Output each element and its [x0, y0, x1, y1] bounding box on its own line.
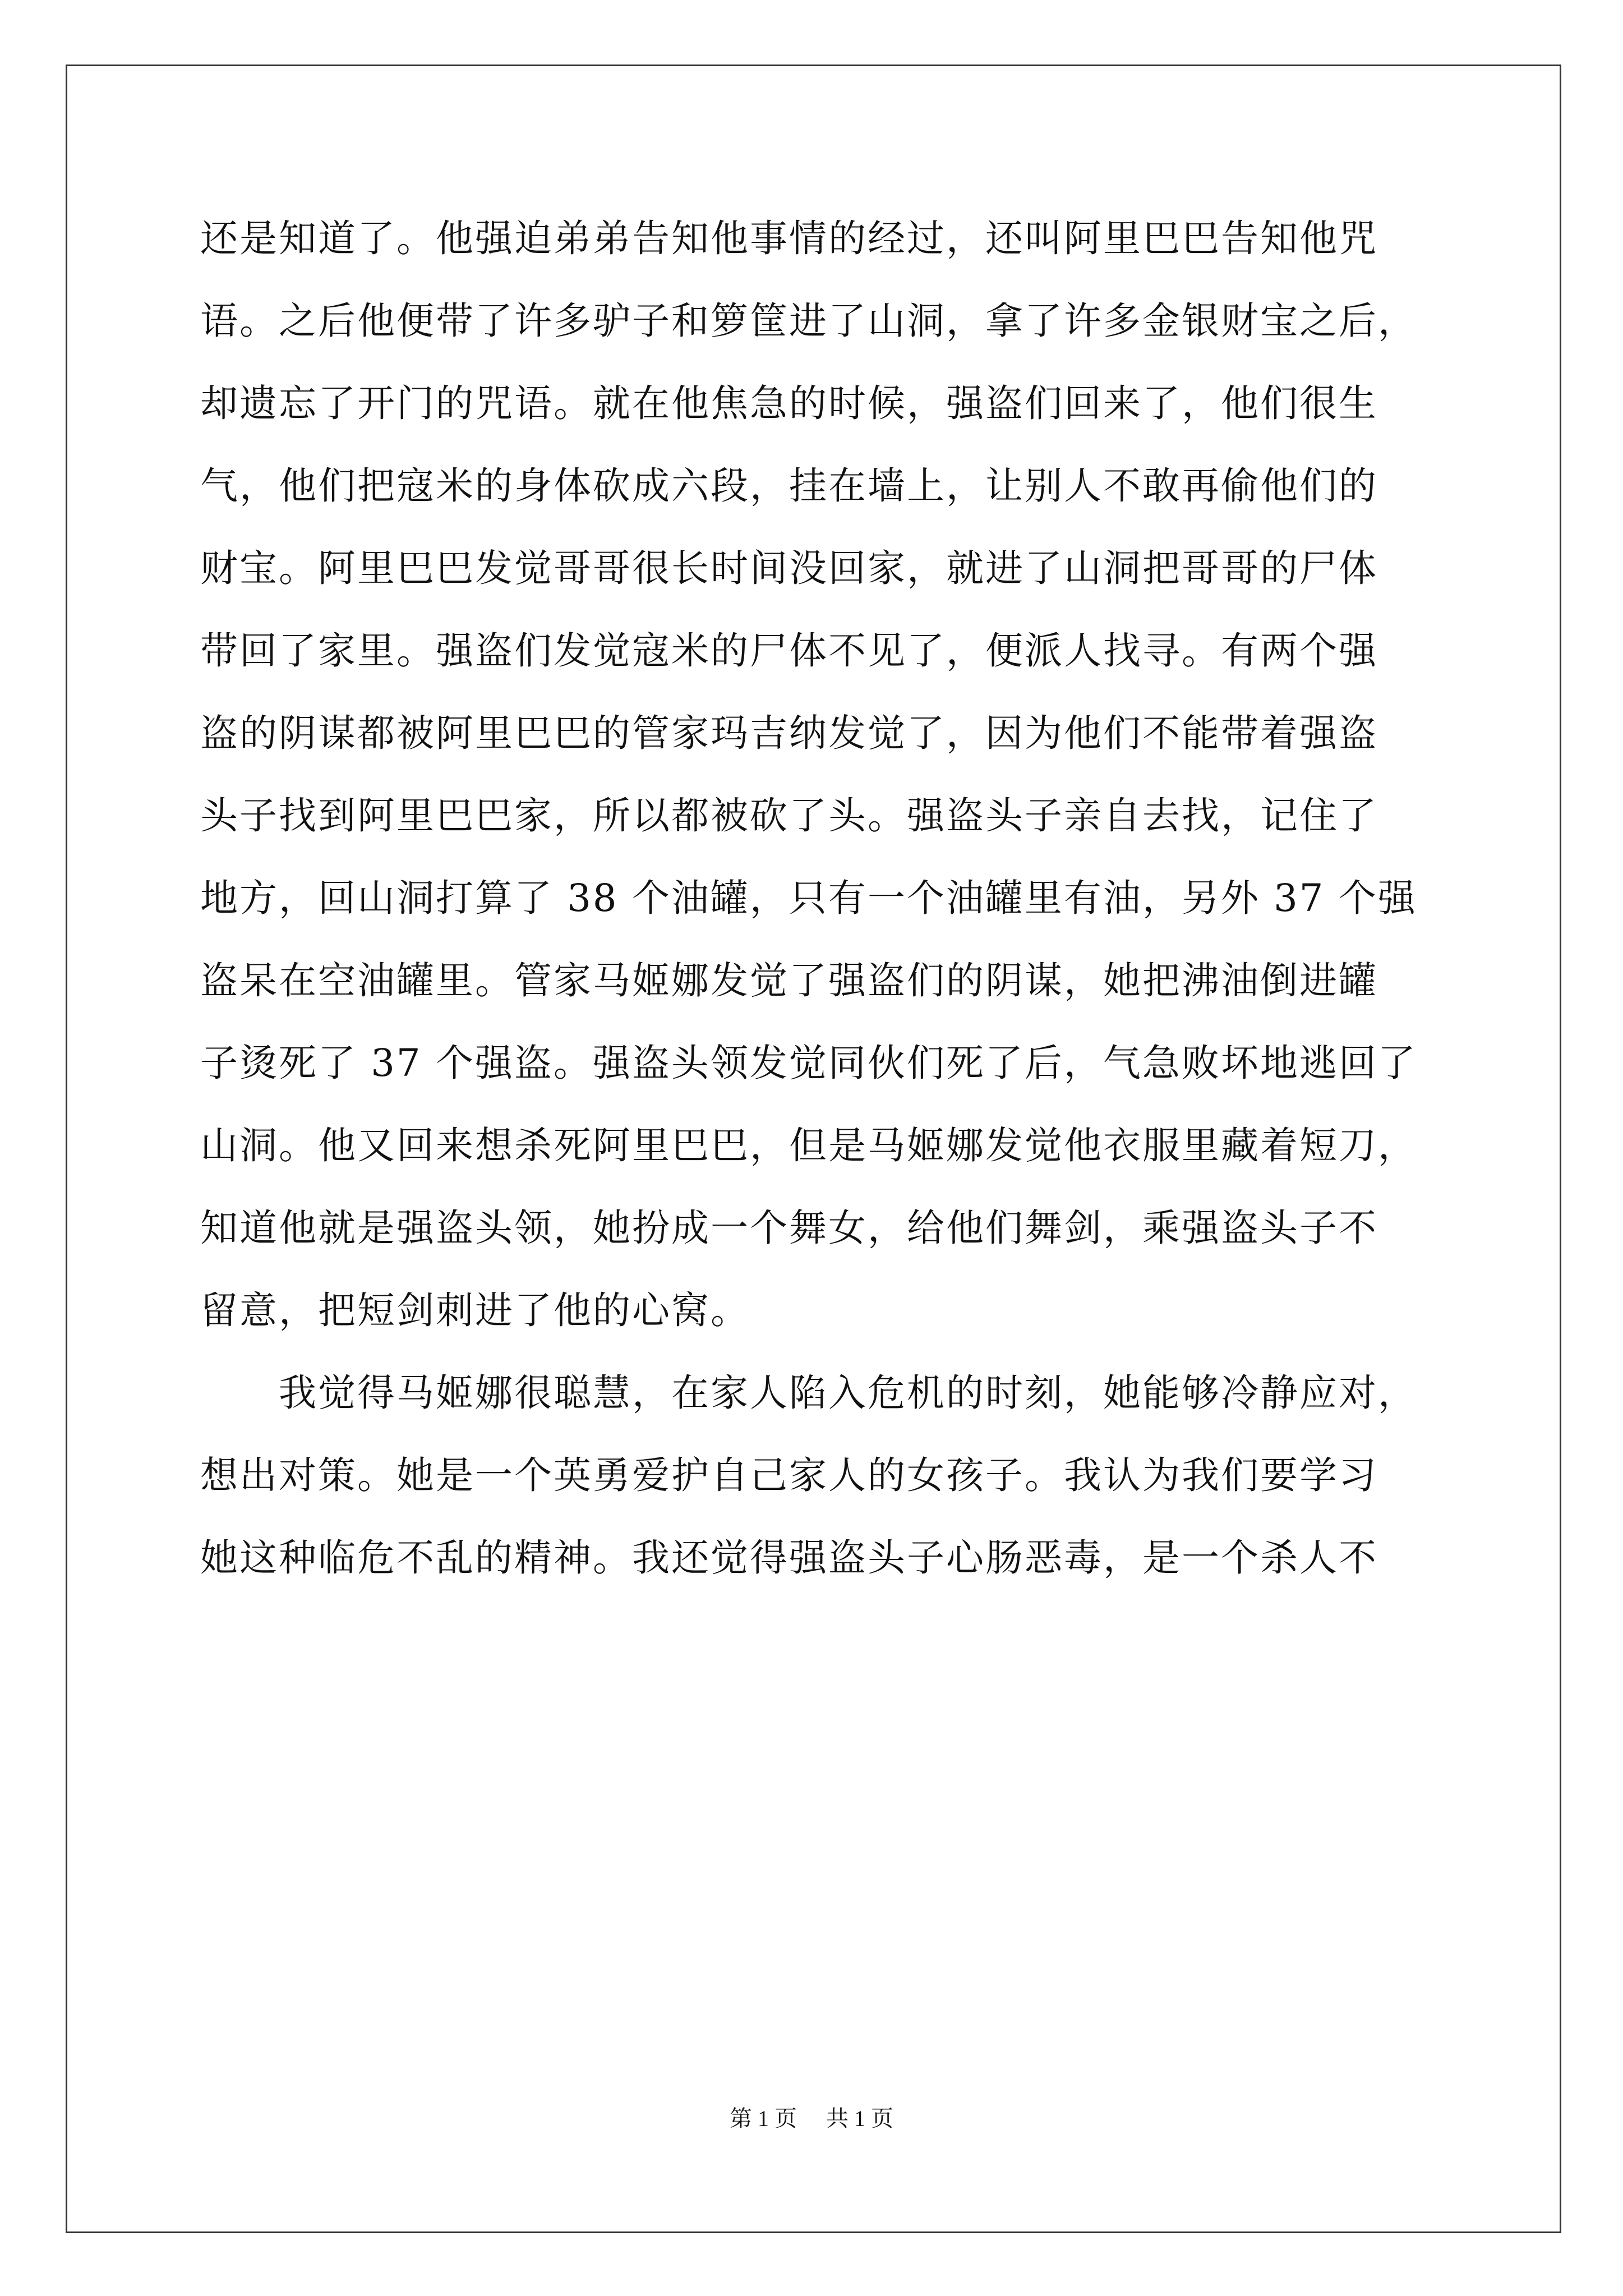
text-line: 知道他就是强盗头领，她扮成一个舞女，给他们舞剑，乘强盗头子不	[200, 1206, 1378, 1250]
text-line: 想出对策。她是一个英勇爱护自己家人的女孩子。我认为我们要学习	[200, 1453, 1378, 1497]
page-number: 第 1 页	[730, 2106, 797, 2131]
text-line: 带回了家里。强盗们发觉寇米的尸体不见了，便派人找寻。有两个强	[200, 629, 1378, 673]
page-footer	[0, 2101, 1623, 2133]
text-line: 还是知道了。他强迫弟弟告知他事情的经过，还叫阿里巴巴告知他咒	[200, 217, 1378, 260]
page-total: 共 1 页	[826, 2106, 893, 2131]
text-line: 语。之后他便带了许多驴子和箩筐进了山洞，拿了许多金银财宝之后，	[200, 299, 1417, 343]
text-line: 头子找到阿里巴巴家，所以都被砍了头。强盗头子亲自去找，记住了	[200, 794, 1378, 838]
text-line: 财宝。阿里巴巴发觉哥哥很长时间没回家，就进了山洞把哥哥的尸体	[200, 546, 1378, 590]
text-line: 盗呆在空油罐里。管家马姬娜发觉了强盗们的阴谋，她把沸油倒进罐	[200, 959, 1378, 1002]
paragraph-first-line: 我觉得马姬娜很聪慧，在家人陷入危机的时刻，她能够冷静应对，	[279, 1371, 1417, 1415]
text-line: 子烫死了 37 个强盗。强盗头领发觉同伙们死了后，气急败坏地逃回了	[200, 1041, 1417, 1085]
text-line: 山洞。他又回来想杀死阿里巴巴，但是马姬娜发觉他衣服里藏着短刀，	[200, 1124, 1417, 1167]
document-body	[200, 217, 1451, 1622]
text-line: 气，他们把寇米的身体砍成六段，挂在墙上，让别人不敢再偷他们的	[200, 464, 1378, 508]
text-line: 盗的阴谋都被阿里巴巴的管家玛吉纳发觉了，因为他们不能带着强盗	[200, 711, 1378, 755]
text-line: 却遗忘了开门的咒语。就在他焦急的时候，强盗们回来了，他们很生	[200, 381, 1378, 425]
text-line: 地方，回山洞打算了 38 个油罐，只有一个油罐里有油，另外 37 个强	[200, 876, 1417, 920]
text-line: 留意，把短剑刺进了他的心窝。	[200, 1289, 750, 1332]
text-line: 她这种临危不乱的精神。我还觉得强盗头子心肠恶毒，是一个杀人不	[200, 1536, 1378, 1580]
